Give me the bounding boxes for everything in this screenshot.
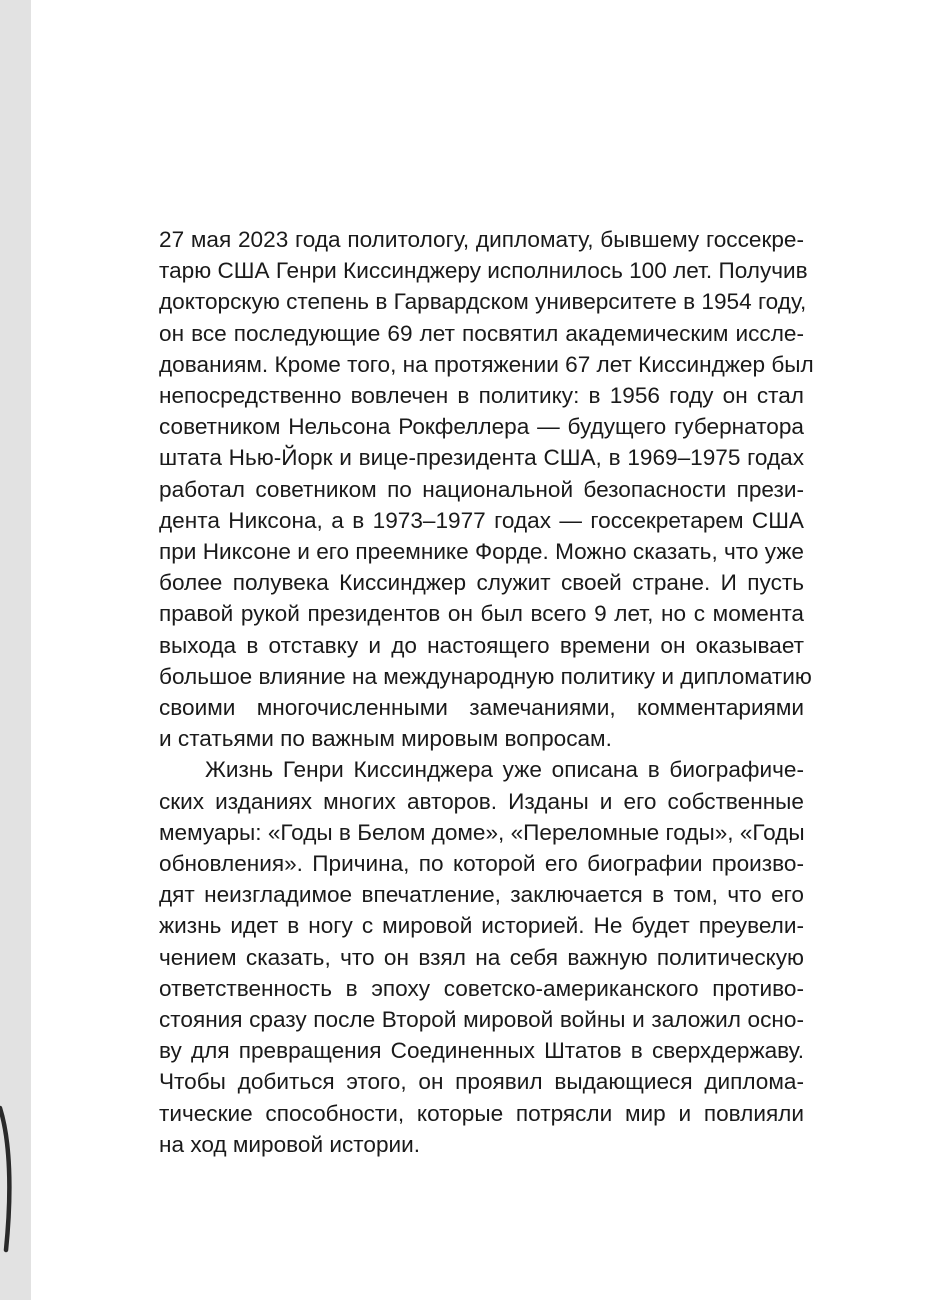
text-line: он все последующие 69 лет посвятил академическим иссле-: [159, 320, 804, 346]
book-page: [31, 0, 934, 1300]
text-line: штата Нью-Йорк и вице-президента США, в 1969–1975 годах: [159, 445, 804, 471]
text-line: стояния сразу после Второй мировой войны и заложил осно-: [159, 1007, 804, 1033]
paragraph-1: [159, 224, 814, 754]
text-line: дента Никсона, а в 1973–1977 годах — госсекретарем США: [159, 507, 804, 533]
text-line: выхода в отставку и до настоящего времени он оказывает: [159, 632, 804, 658]
text-line: правой рукой президентов он был всего 9 лет, но с момента: [159, 601, 804, 627]
text-line: Чтобы добиться этого, он проявил выдающиеся диплома-: [159, 1069, 804, 1095]
body-text: [159, 224, 814, 1160]
text-line: на ход мировой истории.: [159, 1131, 421, 1157]
text-line: дованиям. Кроме того, на протяжении 67 лет Киссинджер был: [159, 351, 814, 377]
text-line: обновления». Причина, по которой его биографии произво-: [159, 851, 804, 877]
text-line: тарю США Генри Киссинджеру исполнилось 100 лет. Получив: [159, 258, 808, 284]
text-line: и статьями по важным мировым вопросам.: [159, 726, 612, 752]
text-line: дят неизгладимое впечатление, заключается в том, что его: [159, 882, 804, 908]
text-line: мемуары: «Годы в Белом доме», «Переломные годы», «Годы: [159, 819, 805, 845]
text-line: при Никсоне и его преемнике Форде. Можно сказать, что уже: [159, 539, 804, 565]
text-line: советником Нельсона Рокфеллера — будущего губернатора: [159, 414, 804, 440]
text-line: ских изданиях многих авторов. Изданы и его собственные: [159, 788, 804, 814]
page-gutter: [0, 0, 31, 1300]
text-line: работал советником по национальной безопасности прези-: [159, 476, 804, 502]
text-line: более полувека Киссинджер служит своей стране. И пусть: [159, 570, 804, 596]
text-line: ответственность в эпоху советско-американского противо-: [159, 975, 804, 1001]
gutter-curve-decoration: [0, 1100, 31, 1300]
text-line: своими многочисленными замечаниями, комментариями: [159, 695, 804, 721]
paragraph-2: [159, 754, 804, 1160]
text-line: большое влияние на международную политику и дипломатию: [159, 663, 812, 689]
text-line: жизнь идет в ногу с мировой историей. Не будет преувели-: [159, 913, 804, 939]
text-line: докторскую степень в Гарвардском университете в 1954 году,: [159, 289, 807, 315]
text-line: 27 мая 2023 года политологу, дипломату, бывшему госсекре-: [159, 227, 804, 252]
text-line: Жизнь Генри Киссинджера уже описана в биографиче-: [205, 757, 804, 783]
text-line: тические способности, которые потрясли мир и повлияли: [159, 1100, 804, 1126]
text-line: чением сказать, что он взял на себя важную политическую: [159, 944, 804, 970]
text-line: непосредственно вовлечен в политику: в 1956 году он стал: [159, 383, 804, 409]
text-line: ву для превращения Соединенных Штатов в сверхдержаву.: [159, 1038, 804, 1064]
